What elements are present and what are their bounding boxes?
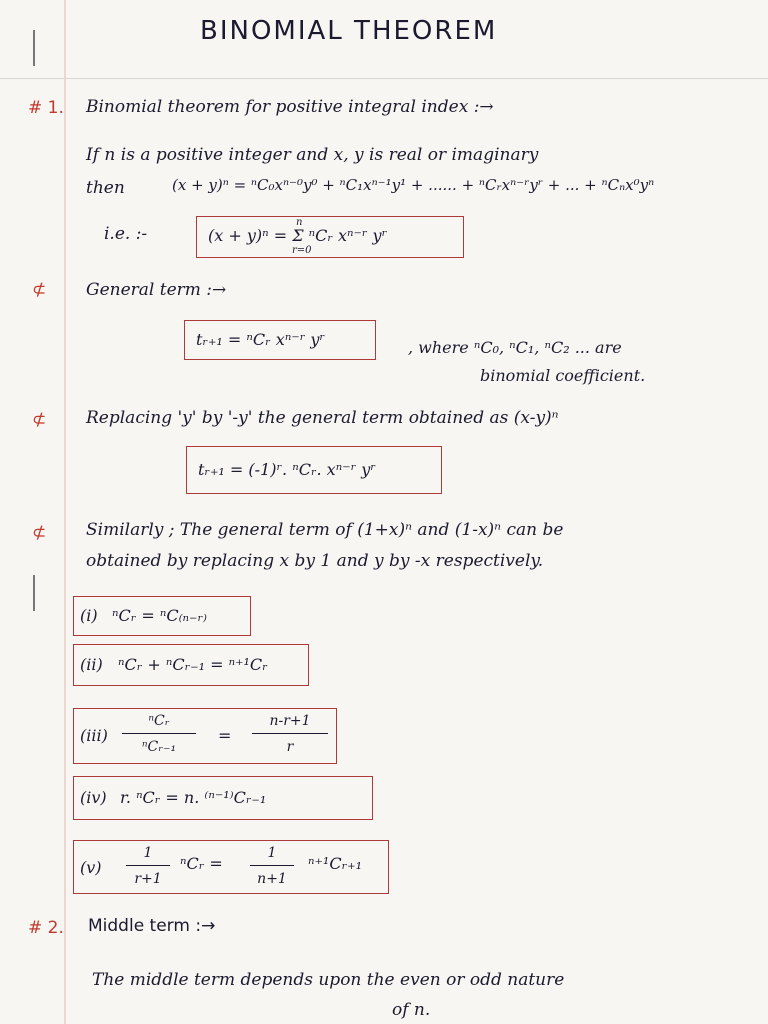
- page-title: BINOMIAL THEOREM: [200, 16, 498, 46]
- text-line: The middle term depends upon the even or odd nature: [92, 970, 565, 990]
- text-line: Replacing 'y' by '-y' the general term obtained as (x-y)ⁿ: [86, 408, 559, 428]
- notebook-page: BINOMIAL THEOREM # 1. Binomial theorem for positive integral index :→ If n is a positive integer and x, y is real or imaginary then (x + y)ⁿ = ⁿC₀xⁿ⁻⁰y⁰ + ⁿC₁xⁿ⁻¹y¹ + ...... + ⁿCᵣxⁿ⁻ʳyʳ + ... + ⁿCₙx⁰yⁿ i.e. :- (x + y)ⁿ = Σ ⁿCᵣ xⁿ⁻ʳ yʳ n r=0 ⊄ General term :→ tᵣ₊₁ = ⁿCᵣ xⁿ⁻ʳ yʳ , where ⁿC₀, ⁿC₁, ⁿC₂ ... are binomial coefficient. ⊄ Replacing 'y' by '-y' the general term obtained as (x-y)ⁿ tᵣ₊₁ = (-1)ʳ. ⁿCᵣ. xⁿ⁻ʳ yʳ ⊄ Similarly ; The general term of (1+x)ⁿ and (1-x)ⁿ can be obtained by replacing x by 1 and y by -x respectively. (i) ⁿCᵣ = ⁿC₍ₙ₋ᵣ₎ (ii) ⁿCᵣ + ⁿCᵣ₋₁ = ⁿ⁺¹Cᵣ (iii) ⁿCᵣ ⁿCᵣ₋₁ = n-r+1 r (iv) r. ⁿCᵣ = n. ⁽ⁿ⁻¹⁾Cᵣ₋₁ (v) 1 r+1 ⁿCᵣ = 1 n+1 ⁿ⁺¹Cᵣ₊₁ # 2. Middle term :→ The middle term depends upon the even or odd nature of n.: [0, 0, 768, 1024]
- bullet-icon: ⊄: [32, 280, 47, 300]
- fraction-denominator: ⁿCᵣ₋₁: [141, 739, 177, 755]
- text-line: of n.: [392, 1000, 431, 1020]
- subheading: General term :→: [86, 280, 227, 300]
- section-number: # 1.: [28, 98, 64, 118]
- expansion-formula: (x + y)ⁿ = ⁿC₀xⁿ⁻⁰y⁰ + ⁿC₁xⁿ⁻¹y¹ + ...... + ⁿCᵣxⁿ⁻ʳyʳ + ... + ⁿCₙx⁰yⁿ: [172, 176, 655, 194]
- fraction-bar: [252, 733, 328, 734]
- property-formula: ⁿ⁺¹Cᵣ₊₁: [308, 854, 362, 873]
- section-number: # 2.: [28, 918, 64, 938]
- text-line: then: [86, 178, 125, 198]
- general-term-formula: tᵣ₊₁ = ⁿCᵣ xⁿ⁻ʳ yʳ: [196, 330, 325, 349]
- ie-label: i.e. :-: [104, 224, 148, 244]
- fraction-bar: [126, 865, 170, 866]
- fraction-numerator: n-r+1: [269, 713, 311, 729]
- sum-upper-limit: n: [296, 217, 303, 228]
- property-formula: ⁿCᵣ + ⁿCᵣ₋₁ = ⁿ⁺¹Cᵣ: [118, 655, 268, 674]
- fraction-denominator: r+1: [134, 871, 162, 887]
- header-rule: [0, 78, 768, 79]
- fraction-numerator: 1: [143, 845, 153, 861]
- text-line: Similarly ; The general term of (1+x)ⁿ and (1-x)ⁿ can be: [86, 520, 564, 540]
- section-heading: Binomial theorem for positive integral index :→: [86, 97, 494, 117]
- property-label: (i): [80, 606, 98, 625]
- where-note: binomial coefficient.: [480, 366, 646, 385]
- replaced-term-formula: tᵣ₊₁ = (-1)ʳ. ⁿCᵣ. xⁿ⁻ʳ yʳ: [198, 460, 376, 479]
- property-label: (iii): [80, 726, 108, 745]
- pencil-mark: [33, 30, 35, 66]
- property-formula: ⁿCᵣ = ⁿC₍ₙ₋ᵣ₎: [112, 606, 207, 625]
- fraction-numerator: ⁿCᵣ: [148, 713, 170, 729]
- bullet-icon: ⊄: [32, 410, 47, 430]
- sum-lower-limit: r=0: [292, 245, 312, 256]
- margin-line: [64, 0, 66, 1024]
- property-label: (iv): [80, 788, 107, 807]
- summation-formula: (x + y)ⁿ = Σ ⁿCᵣ xⁿ⁻ʳ yʳ: [208, 226, 388, 245]
- text-line: obtained by replacing x by 1 and y by -x respectively.: [86, 551, 544, 571]
- property-label: (v): [80, 858, 102, 877]
- fraction-denominator: n+1: [257, 871, 287, 887]
- text-line: If n is a positive integer and x, y is real or imaginary: [86, 145, 539, 165]
- fraction-denominator: r: [286, 739, 294, 755]
- property-label: (ii): [80, 655, 103, 674]
- pencil-mark: [33, 575, 35, 611]
- fraction-numerator: 1: [267, 845, 277, 861]
- section-heading: Middle term :→: [88, 916, 216, 936]
- bullet-icon: ⊄: [32, 523, 47, 543]
- property-formula: ⁿCᵣ =: [180, 854, 223, 873]
- fraction-bar: [122, 733, 196, 734]
- fraction-bar: [250, 865, 294, 866]
- property-formula: r. ⁿCᵣ = n. ⁽ⁿ⁻¹⁾Cᵣ₋₁: [120, 788, 267, 807]
- where-note: , where ⁿC₀, ⁿC₁, ⁿC₂ ... are: [408, 338, 622, 357]
